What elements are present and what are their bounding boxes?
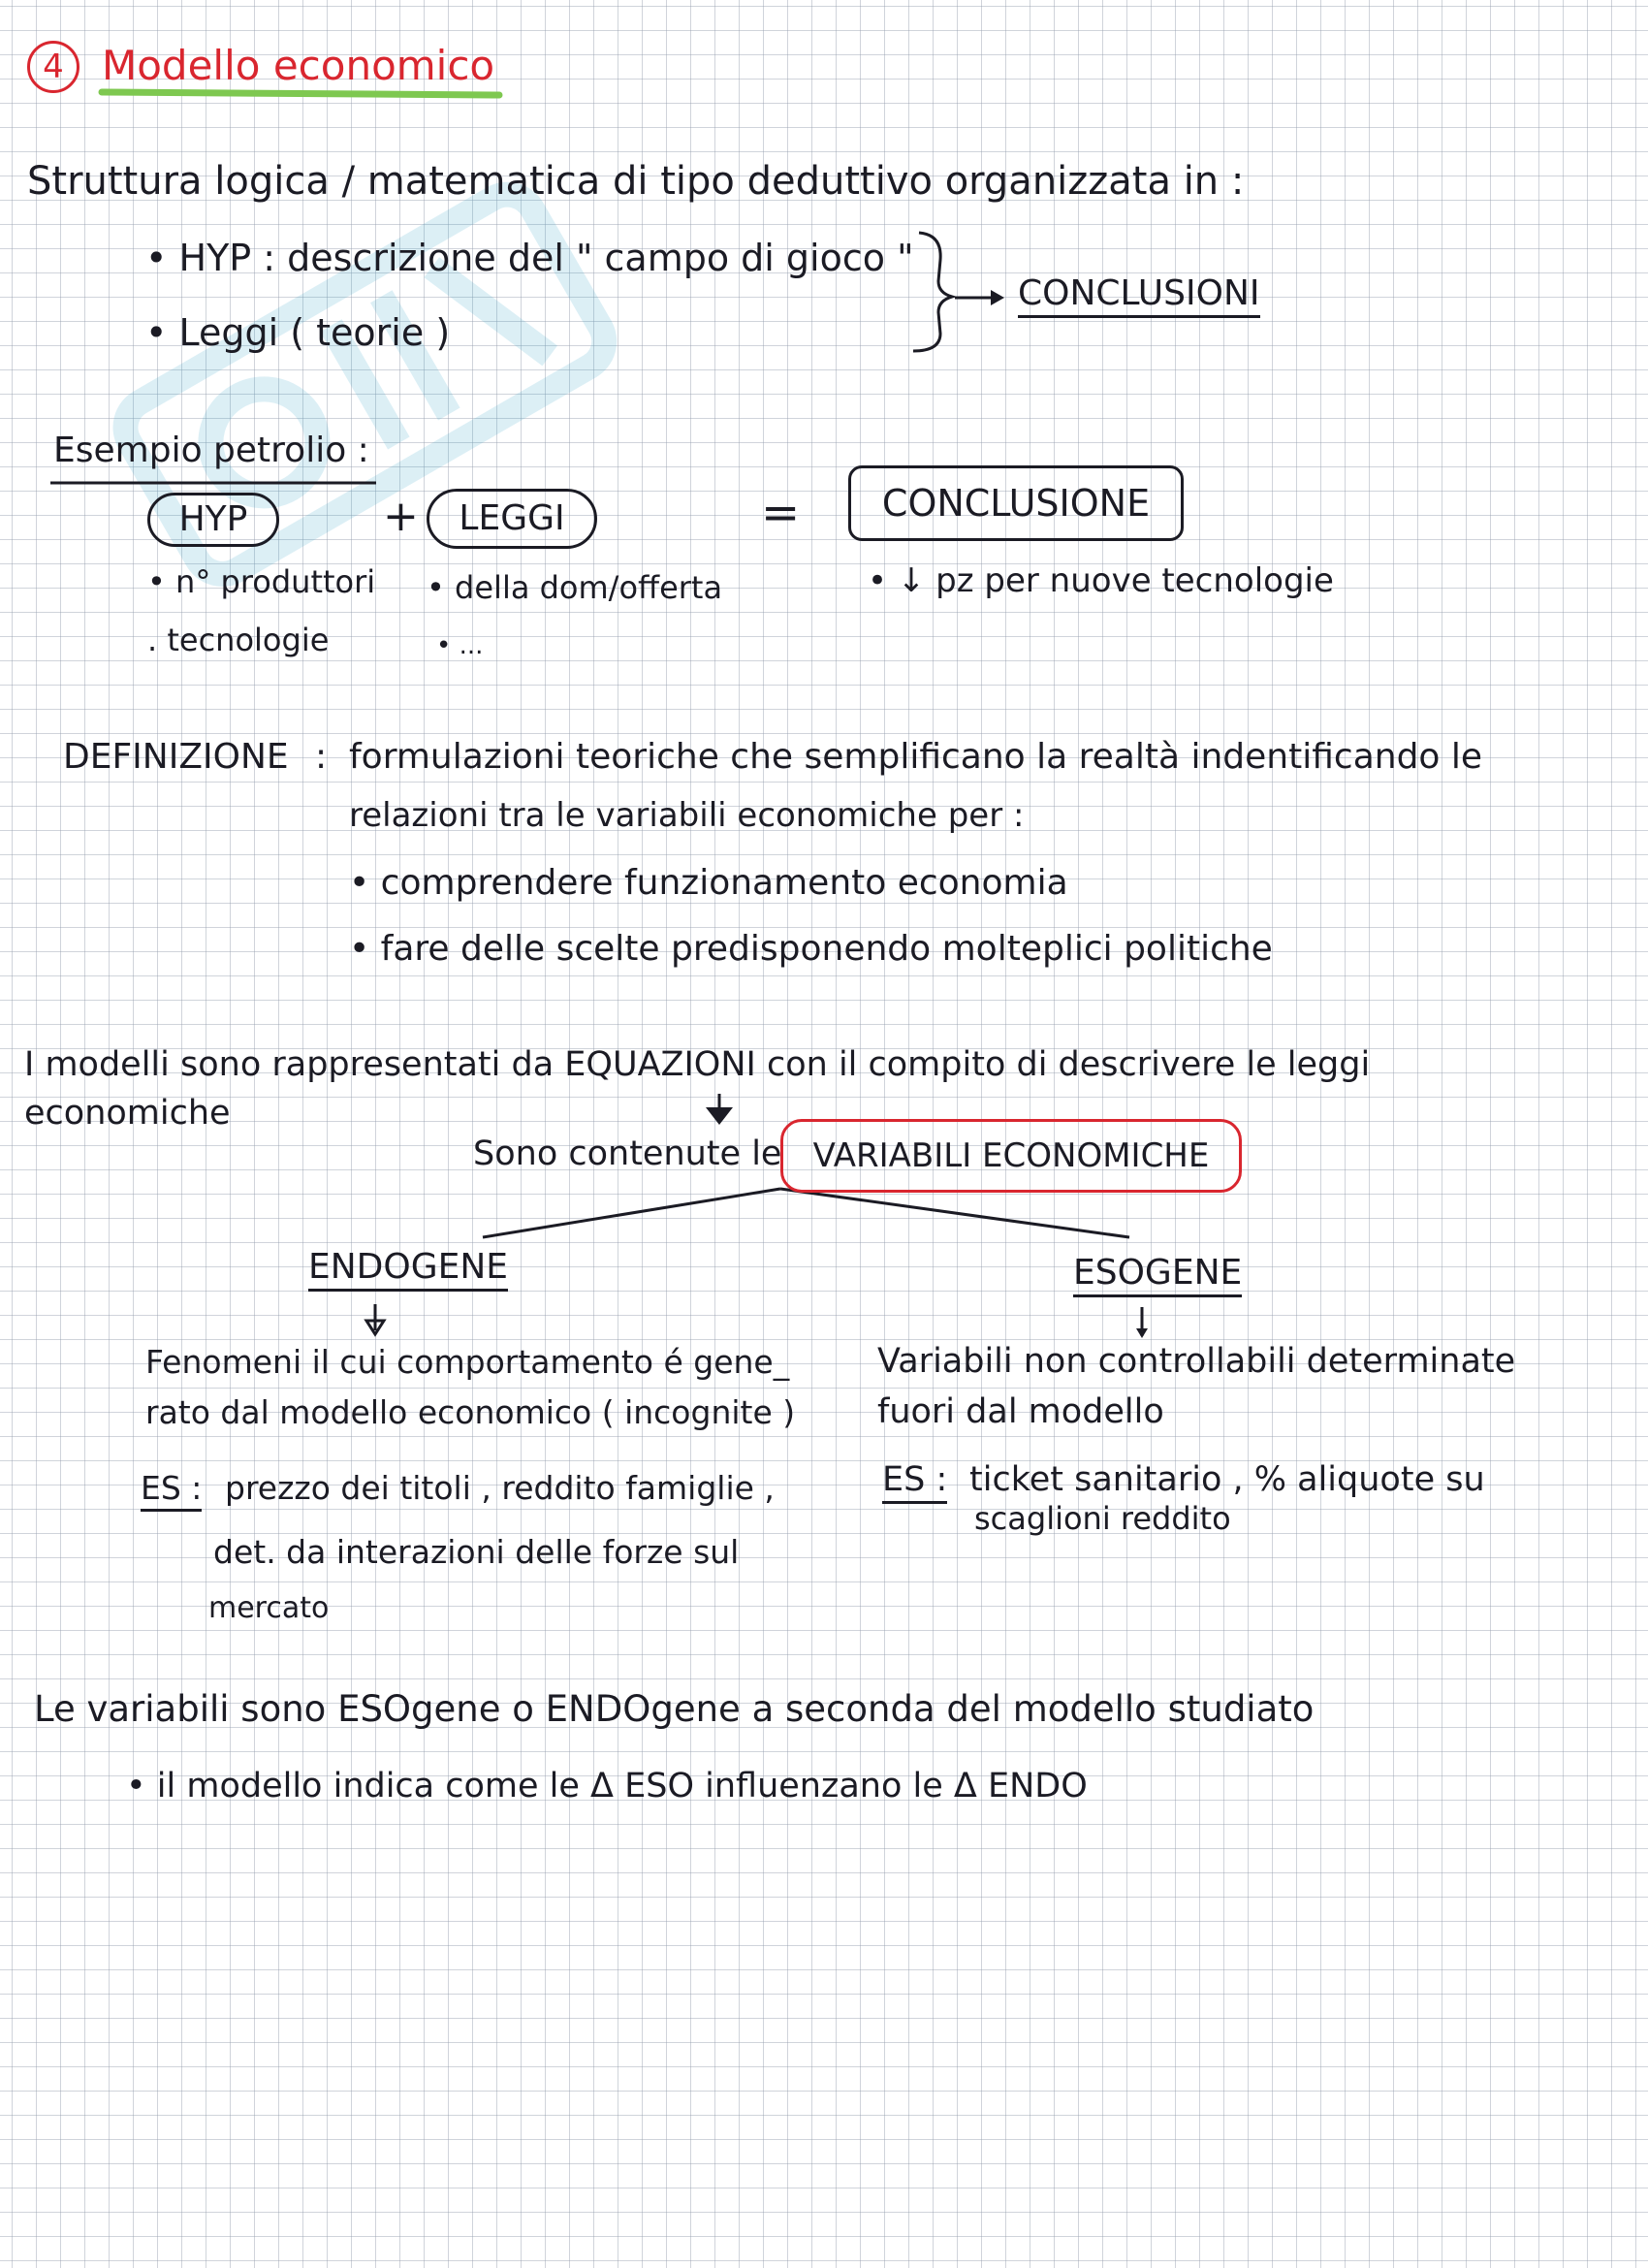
page-title: Modello economico — [102, 42, 495, 89]
hyp-item: • n° produttori — [147, 563, 376, 600]
definition-label: DEFINIZIONE — [63, 737, 289, 777]
contain-text: Sono contenute le — [473, 1134, 782, 1173]
hyp-item: . tecnologie — [147, 622, 330, 658]
structure-item-hyp: • HYP : descrizione del " campo di gioco " — [145, 237, 914, 279]
definition-text: formulazioni teoriche che semplificano la realtà indentificando le — [349, 737, 1483, 777]
definition-text: relazioni tra le variabili economiche per : — [349, 796, 1025, 835]
definition-colon: : — [315, 737, 328, 777]
endogene-desc: Fenomeni il cui comportamento é gene_ — [145, 1343, 790, 1381]
laws-oval: LEGGI — [427, 489, 597, 549]
esogene-example: ticket sanitario , % aliquote su — [969, 1460, 1485, 1499]
example-heading: Esempio petrolio : — [53, 431, 369, 470]
equations-text: I modelli sono rappresentati da EQUAZIONI con il compito di descrivere le leggi — [24, 1045, 1371, 1084]
conclusions-label: CONCLUSIONI — [1018, 273, 1260, 318]
laws-item: • della dom/offerta — [427, 569, 723, 606]
definition-bullet: • comprendere funzionamento economia — [349, 863, 1068, 903]
esogene-desc: Variabili non controllabili determinate — [877, 1342, 1516, 1381]
endogene-title: ENDOGENE — [308, 1247, 508, 1292]
endogene-example: mercato — [208, 1591, 330, 1625]
closing-bullet: • il modello indica come le Δ ESO influenzano le Δ ENDO — [126, 1767, 1088, 1805]
endogene-desc: rato dal modello economico ( incognite ) — [145, 1393, 796, 1431]
structure-intro: Struttura logica / matematica di tipo deduttivo organizzata in : — [27, 159, 1245, 204]
structure-item-laws: • Leggi ( teorie ) — [145, 311, 451, 354]
definition-bullet: • fare delle scelte predisponendo molteplici politiche — [349, 929, 1273, 969]
conclusion-box: CONCLUSIONE — [848, 465, 1184, 541]
endogene-es-label: ES : — [141, 1470, 202, 1512]
laws-item: • ... — [436, 631, 484, 660]
endogene-example: prezzo dei titoli , reddito famiglie , — [225, 1469, 775, 1507]
section-number: 4 — [27, 41, 79, 93]
economic-variables-box: VARIABILI ECONOMICHE — [780, 1119, 1242, 1193]
equations-text: economiche — [24, 1094, 231, 1133]
conclusion-item: • ↓ pz per nuove tecnologie — [868, 561, 1334, 600]
esogene-example: scaglioni reddito — [974, 1500, 1231, 1537]
esogene-desc: fuori dal modello — [877, 1392, 1164, 1431]
endogene-example: det. da interazioni delle forze sul — [213, 1533, 740, 1571]
closing-text: Le variabili sono ESOgene o ENDOgene a seconda del modello studiato — [34, 1688, 1315, 1730]
esogene-es-label: ES : — [882, 1460, 947, 1504]
hyp-oval: HYP — [147, 493, 279, 547]
esogene-title: ESOGENE — [1073, 1253, 1242, 1297]
equals-sign: = — [761, 486, 801, 540]
plus-sign: + — [383, 492, 419, 541]
